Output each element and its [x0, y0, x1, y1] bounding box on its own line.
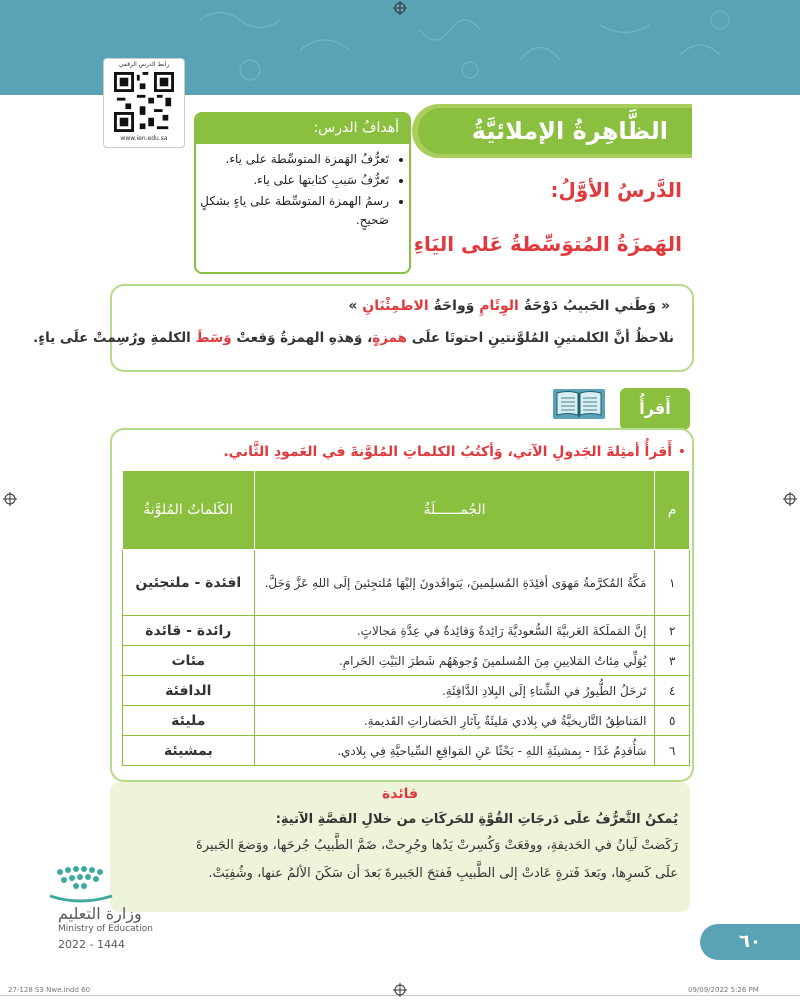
row-sentence: سَأُقدِمُ غَدًا - بِمشيئَةِ اللهِ - بَحْثًا عَنِ المَواقِعِ السِّياحيَّةِ فِي بِلادي. [254, 736, 655, 766]
col-header-answer: الكَلماتُ المُلوَّنةُ [123, 471, 255, 550]
row-num: ٥ [655, 706, 690, 736]
row-sentence: إنَّ المَملَكةَ العَربيَّةَ السُّعوديَّةَ رَائِدةٌ وَقائِدةٌ في عِدَّةِ مَجالاتٍ. [254, 616, 655, 646]
print-slug-date: 09/09/2022 5:26 PM [688, 986, 759, 994]
table-row [123, 676, 690, 706]
registration-mark-icon [393, 1, 407, 15]
row-num: ٤ [655, 676, 690, 706]
exercise-instruction: أَقرأُ أمثِلةَ الجَدولِ الآتي، وَأكتُبُ الكلماتِ المُلوَّنةَ في العَمودِ الثَّاني. [223, 444, 672, 460]
qr-code-icon[interactable] [114, 72, 174, 132]
tip-box [110, 782, 690, 912]
note-text: الكلمةِ ورُسِمتْ علَى ياءٍ. [33, 330, 196, 346]
row-sentence: مَكَّةُ المُكرَّمةُ مَهوَى أفئِدَةِ المُسلِمينَ، يَتوافَدونَ إليْهَا مُلتجِئينَ إلَى اللهِ عَزَّ وَجَلَّ. [254, 550, 655, 616]
row-sentence: المَناطِقُ التَّاريخيَّةُ في بِلادي مَليئَةٌ بِآثارِ الحَضاراتِ القَديمةِ. [254, 706, 655, 736]
note-text: ، وَهذهِ الهمزةُ وَقعتْ [231, 330, 373, 346]
highlight-word: همزةٍ [372, 330, 408, 346]
open-book-icon [552, 385, 606, 421]
row-answer[interactable]: بمشيئة [123, 736, 255, 766]
edition-year: 2022 - 1444 [58, 938, 125, 951]
intro-note [33, 330, 674, 346]
tip-line: يُمكنُ التَّعرُّفُ علَى دَرجَاتِ القُوَّةِ للحَركَاتِ من خلالِ القصَّةِ الآتيةِ: [275, 812, 678, 827]
goals-title: أهدافُ الدرس: [313, 120, 399, 136]
goal-item: • تَعرُّفُ سَببِ كتابتها على ياء. [189, 171, 389, 190]
table-row [123, 736, 690, 766]
lesson-label: الدَّرسُ الأوَّلُ: [550, 178, 682, 202]
goals-card [194, 112, 411, 274]
row-answer[interactable]: رائدة - قائدة [123, 616, 255, 646]
quote-text: » [348, 298, 363, 314]
table-row [123, 550, 690, 616]
row-num: ٣ [655, 646, 690, 676]
registration-mark-icon [393, 983, 407, 997]
goals-list [189, 150, 403, 232]
goal-item: • رسمُ الهمزة المتوسِّطة على ياءٍ بشكلٍ صَحيحٍ. [189, 192, 389, 230]
qr-title: رابط الدرس الرقمي [118, 61, 170, 68]
tip-title: فائدة [381, 786, 419, 802]
registration-mark-icon [3, 492, 17, 506]
quote-text: « وَطَني الحَبيبُ دَوْحَةُ [518, 298, 670, 314]
bullet-icon: • [677, 444, 686, 460]
table-row [123, 706, 690, 736]
page-title: الظَّاهِرةُ الإملائيَّةُ [471, 117, 668, 145]
row-num: ٦ [655, 736, 690, 766]
goals-header [196, 114, 409, 144]
ministry-name-arabic: وزارة التعليم [58, 904, 142, 923]
col-header-sentence: الجُمــــــلَةُ [254, 471, 655, 550]
row-answer[interactable]: مليئة [123, 706, 255, 736]
registration-mark-icon [783, 492, 797, 506]
ministry-logo-icon [20, 862, 150, 906]
print-slug-file: 27-128 S3 Nwe.indd 60 [8, 986, 91, 994]
table-row [123, 646, 690, 676]
lesson-topic: الهَمزَةُ المُتوَسِّطةُ عَلى اليَاءِ [413, 232, 682, 256]
qr-url[interactable]: www.ien.edu.sa [120, 135, 168, 142]
intro-quote [348, 298, 670, 314]
col-header-num: م [655, 471, 690, 550]
tip-line: علَى كَسرِها، وبَعدَ فَترةٍ عَادتْ إلى الطَّبيبِ فَفتحَ الجَبيرةَ بَعدَ أن سَكَنَ الألمُ عنها، وشُفِيَتْ. [208, 866, 678, 881]
tip-line: رَكَضتْ لَيانُ في الحَديقةِ، ووقعَتْ وَكُسِرتْ يَدُها وجُرِحتْ، ضَمَّ الطَّبيبُ جُرحَها، ووَضعَ الجَبيرةَ [196, 838, 678, 853]
row-answer[interactable]: الدافئة [123, 676, 255, 706]
row-answer[interactable]: مئات [123, 646, 255, 676]
highlight-word: الوِئَامِ [479, 298, 519, 314]
goal-item: • تَعرُّفُ الهَمزة المتوسِّطة على ياء. [189, 150, 389, 169]
examples-table [122, 470, 690, 766]
table-row [123, 616, 690, 646]
qr-card[interactable] [103, 58, 185, 148]
page-number: ٦٠ [739, 931, 761, 952]
highlight-word: الاطمِئْنَانِ [362, 298, 429, 314]
ministry-name-english: Ministry of Education [58, 924, 153, 934]
row-sentence: يُوَلِّي مِئاتُ المَلايينِ مِنَ المُسلمينَ وُجوهَهُم شَطرَ البَيْتِ الحَرامِ. [254, 646, 655, 676]
highlight-word: وَسَطَ [195, 330, 232, 346]
row-num: ١ [655, 550, 690, 616]
note-text: نلاحظُ أنَّ الكلمتينِ المُلوَّنتينِ احتوتَا علَى [407, 330, 674, 346]
row-num: ٢ [655, 616, 690, 646]
intro-box [33, 284, 694, 372]
table-header-row [123, 471, 690, 550]
read-label: أَقرأُ [639, 399, 671, 418]
row-answer[interactable]: افئدة - ملتجئين [123, 550, 255, 616]
row-sentence: تَرحَلُ الطُّيورُ في الشِّتاءِ إلَى البِلادِ الدَّافِئَةِ. [254, 676, 655, 706]
quote-text: وَواحَةُ [428, 298, 480, 314]
